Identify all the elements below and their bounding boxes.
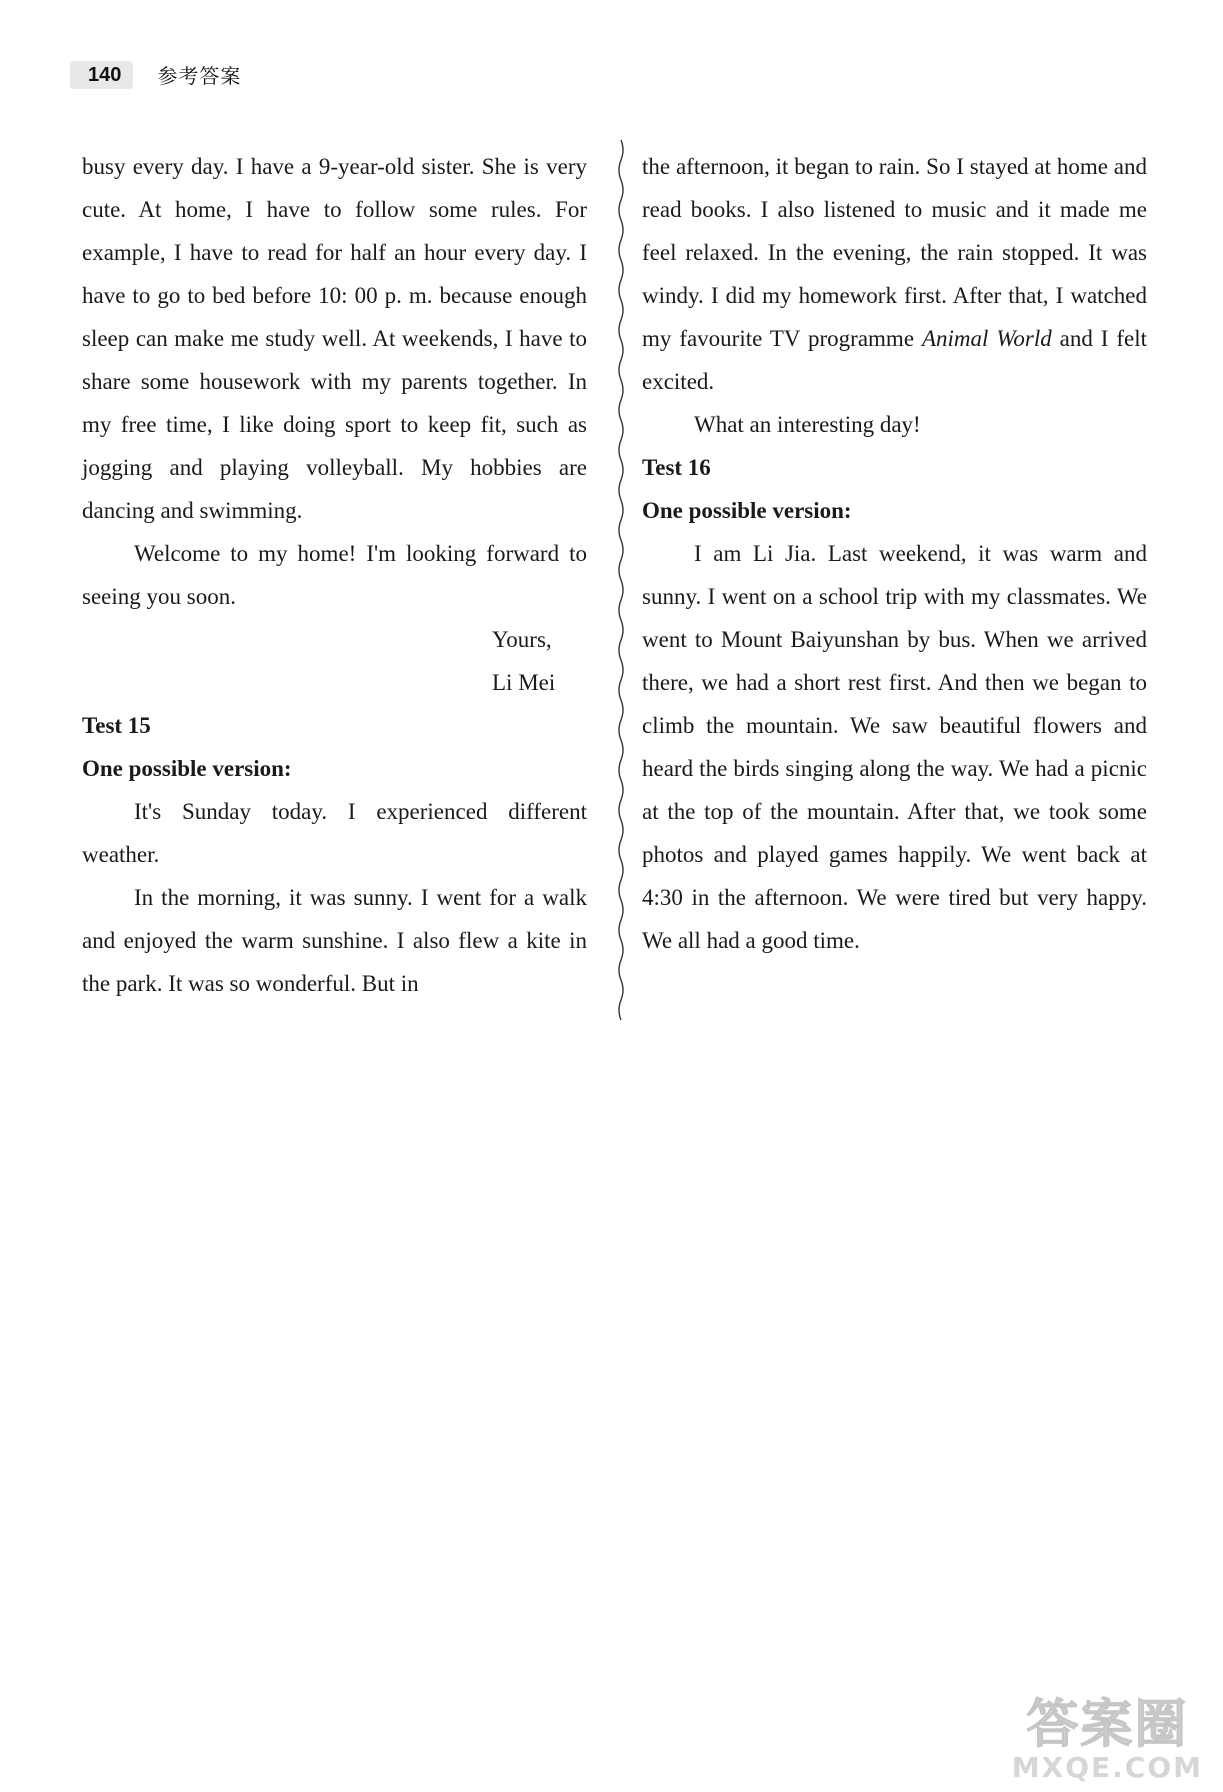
left-column — [82, 145, 587, 1005]
programme-title: Animal World — [921, 326, 1052, 351]
test-15-paragraph-3 — [642, 145, 1147, 403]
right-column — [642, 145, 1147, 962]
page-header — [70, 60, 241, 89]
test-16-title: Test 16 — [642, 455, 711, 480]
paragraph-continued: busy every day. I have a 9-year-old sister. She is very cute. At home, I have to follow some rules. For example, I have to read for half an hour every day. I have to go to bed before 10: 00 p. m. because enough sleep can make me study well. At weekends, I have to share some housework with my parents together. In my free time, I like doing sport to keep fit, such as jogging and playing volleyball. My hobbies are dancing and swimming. — [82, 154, 587, 523]
letter-signature: Li Mei — [492, 670, 556, 695]
test-16-paragraph: I am Li Jia. Last weekend, it was warm and sunny. I went on a school trip with my classmates. We went to Mount Baiyunshan by bus. When we arrived there, we had a short rest first. And then we began to climb the mountain. We saw beautiful flowers and heard the birds singing along the way. We had a picnic at the top of the mountain. After that, we took some photos and played games happily. We went back at 4:30 in the afternoon. We were tired but very happy. We all had a good time. — [642, 541, 1147, 953]
paragraph-welcome: Welcome to my home! I'm looking forward to seeing you soon. — [82, 541, 587, 609]
test-15-continued-end: and I felt excited. — [642, 326, 1148, 394]
watermark-main: 答案圈 — [1026, 1695, 1189, 1755]
letter-closing: Yours, — [492, 627, 552, 652]
header-title: 参考答案 — [157, 64, 242, 88]
test-15-continued-text: the afternoon, it began to rain. So I stayed at home and read books. I also listened to music and it made me feel relaxed. In the evening, the rain stopped. It was windy. I did my homework first. After that, I watched my favourite TV programme — [642, 154, 1147, 351]
test-15-title: Test 15 — [82, 713, 151, 738]
column-divider — [614, 140, 628, 1020]
watermark-url: MXQE.COM — [1011, 1751, 1203, 1784]
test-15-paragraph-2: In the morning, it was sunny. I went for a walk and enjoyed the warm sunshine. I also flew a kite in the park. It was so wonderful. But in — [82, 885, 587, 996]
watermark-logo — [1012, 1682, 1203, 1784]
test-15-exclamation: What an interesting day! — [694, 412, 921, 437]
page-number: 140 — [70, 61, 133, 89]
test-16-version-label: One possible version: — [642, 498, 852, 523]
test-15-paragraph-1: It's Sunday today. I experienced different weather. — [82, 799, 587, 867]
test-15-version-label: One possible version: — [82, 756, 292, 781]
